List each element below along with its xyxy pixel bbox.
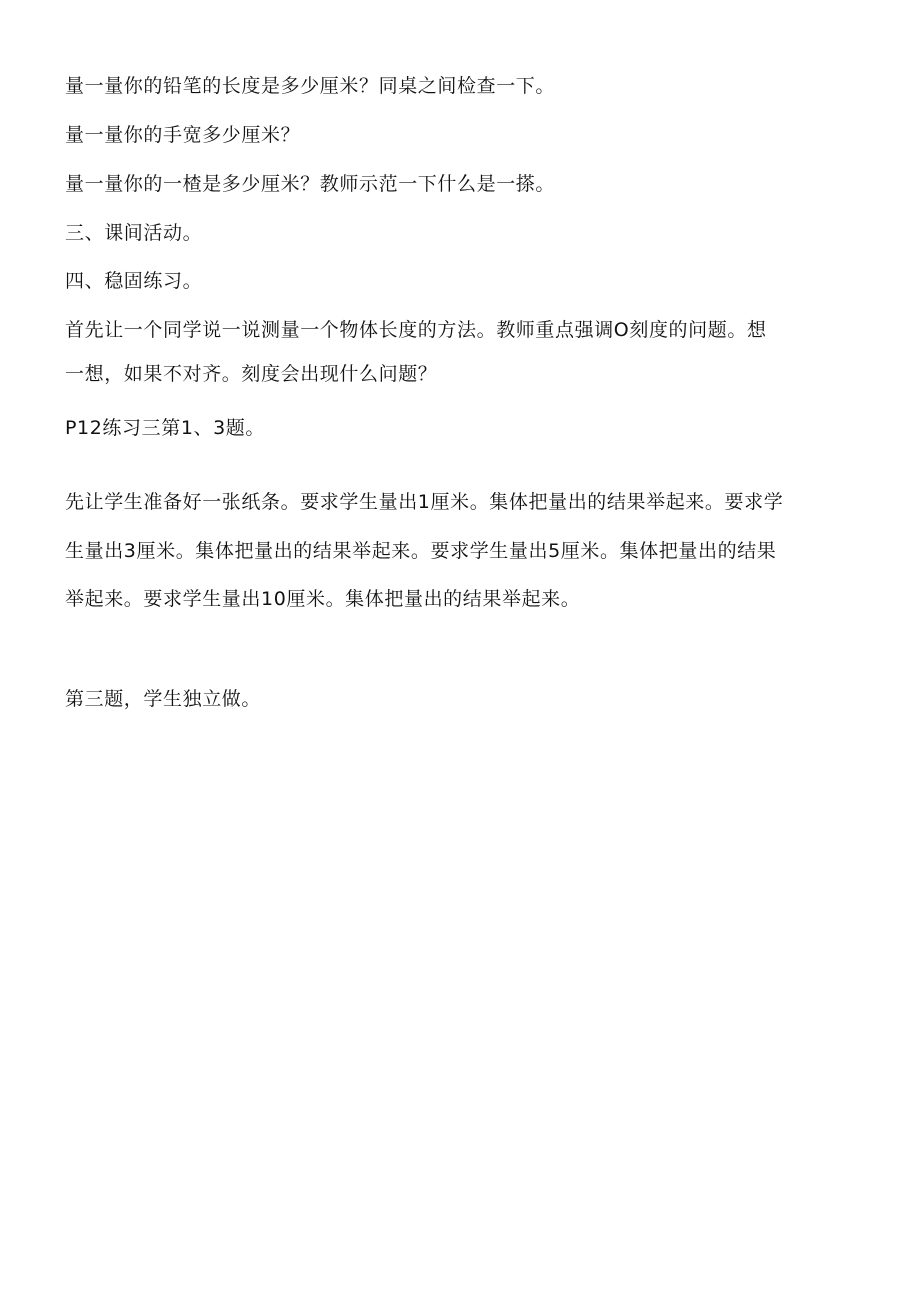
text-line-measure-hand: 量一量你的手宽多少厘米？ — [65, 124, 301, 146]
text-line-measure-pencil: 量一量你的铅笔的长度是多少厘米？同桌之间检查一下。 — [65, 75, 556, 97]
text-line-paper-strip-part2: 生量出3厘米。集体把量出的结果举起来。要求学生量出5厘米。集体把量出的结果 — [65, 540, 777, 562]
text-line-third-question: 第三题，学生独立做。 — [65, 688, 262, 710]
text-line-method-part2: 一想，如果不对齐。刻度会出现什么问题？ — [65, 363, 438, 385]
section-heading-practice: 四、稳固练习。 — [65, 270, 203, 292]
text-line-measure-span: 量一量你的一楂是多少厘米？教师示范一下什么是一搽。 — [65, 173, 556, 195]
section-heading-break-activity: 三、课间活动。 — [65, 222, 203, 244]
text-line-method-part1: 首先让一个同学说一说测量一个物体长度的方法。教师重点强调O刻度的问题。想 — [65, 319, 767, 341]
text-line-exercise-ref: P12练习三第1、3题。 — [65, 417, 266, 439]
text-line-paper-strip-part3: 举起来。要求学生量出10厘米。集体把量出的结果举起来。 — [65, 588, 581, 610]
text-line-paper-strip-part1: 先让学生准备好一张纸条。要求学生量出1厘米。集体把量出的结果举起来。要求学 — [65, 491, 784, 513]
